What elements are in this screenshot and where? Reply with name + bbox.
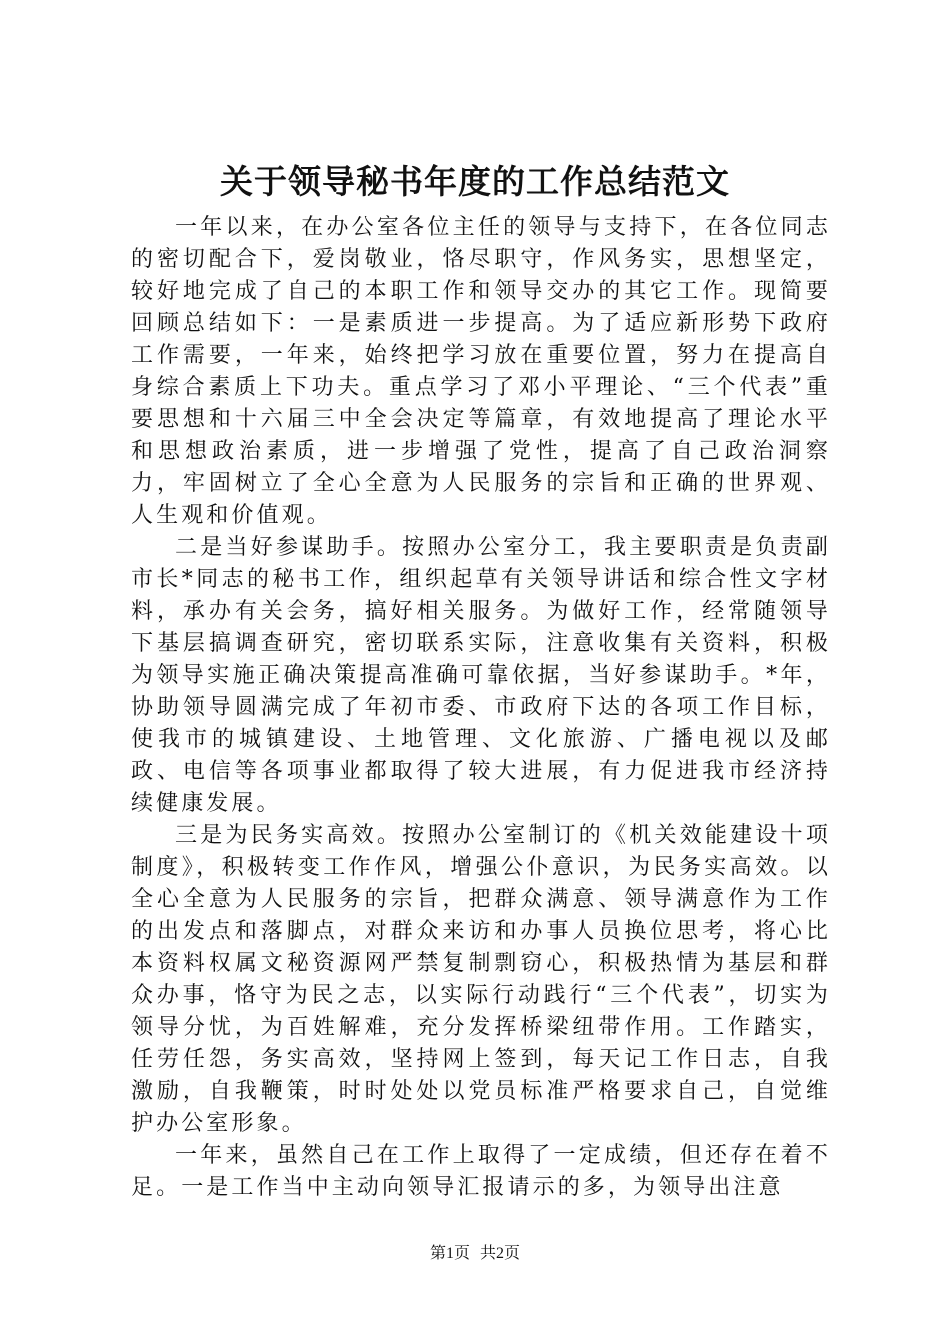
paragraph-2: 二是当好参谋助手。按照办公室分工，我主要职责是负责副市长*同志的秘书工作，组织起草有关领导讲话和综合性文字材料，承办有关会务，搞好相关服务。为做好工作，经常随领导下基层搞调查研究，密切联系实际，注意收集有关资料，积极为领导实施正确决策提高准确可靠依据，当好参谋助手。*年，协助领导圆满完成了年初市委、市政府下达的各项工作目标，使我市的城镇建设、土地管理、文化旅游、广播电视以及邮政、电信等各项事业都取得了较大进展，有力促进我市经济持续健康发展。 (131, 535, 831, 816)
page-total: 共2页 (480, 1245, 521, 1262)
paragraph-3: 三是为民务实高效。按照办公室制订的《机关效能建设十项制度》，积极转变工作作风，增强公仆意识，为民务实高效。以全心全意为人民服务的宗旨，把群众满意、领导满意作为工作的出发点和落脚点，对群众来访和办事人员换位思考，将心比本资料权属文秘资源网严禁复制剽窃心，积极热情为基层和群众办事，恪守为民之志，以实际行动践行“三个代表”，切实为领导分忧，为百姓解难，充分发挥桥梁纽带作用。工作踏实，任劳任怨，务实高效，坚持网上签到，每天记工作日志，自我激励，自我鞭策，时时处处以党员标准严格要求自己，自觉维护办公室形象。 (131, 823, 831, 1136)
document-title: 关于领导秘书年度的工作总结范文 (220, 162, 730, 201)
page-footer (0, 1244, 950, 1264)
paragraph-1: 一年以来，在办公室各位主任的领导与支持下，在各位同志的密切配合下，爱岗敬业，恪尽职守，作风务实，思想坚定，较好地完成了自己的本职工作和领导交办的其它工作。现简要回顾总结如下：一是素质进一步提高。为了适应新形势下政府工作需要，一年来，始终把学习放在重要位置，努力在提高自身综合素质上下功夫。重点学习了邓小平理论、“三个代表”重要思想和十六届三中全会决定等篇章，有效地提高了理论水平和思想政治素质，进一步增强了党性，提高了自己政治洞察力，牢固树立了全心全意为人民服务的宗旨和正确的世界观、人生观和价值观。 (131, 215, 831, 528)
page-number: 第1页 (429, 1245, 470, 1262)
document-body (131, 212, 831, 1204)
paragraph-4: 一年来，虽然自己在工作上取得了一定成绩，但还存在着不足。一是工作当中主动向领导汇报请示的多，为领导出注意 (131, 1143, 831, 1200)
